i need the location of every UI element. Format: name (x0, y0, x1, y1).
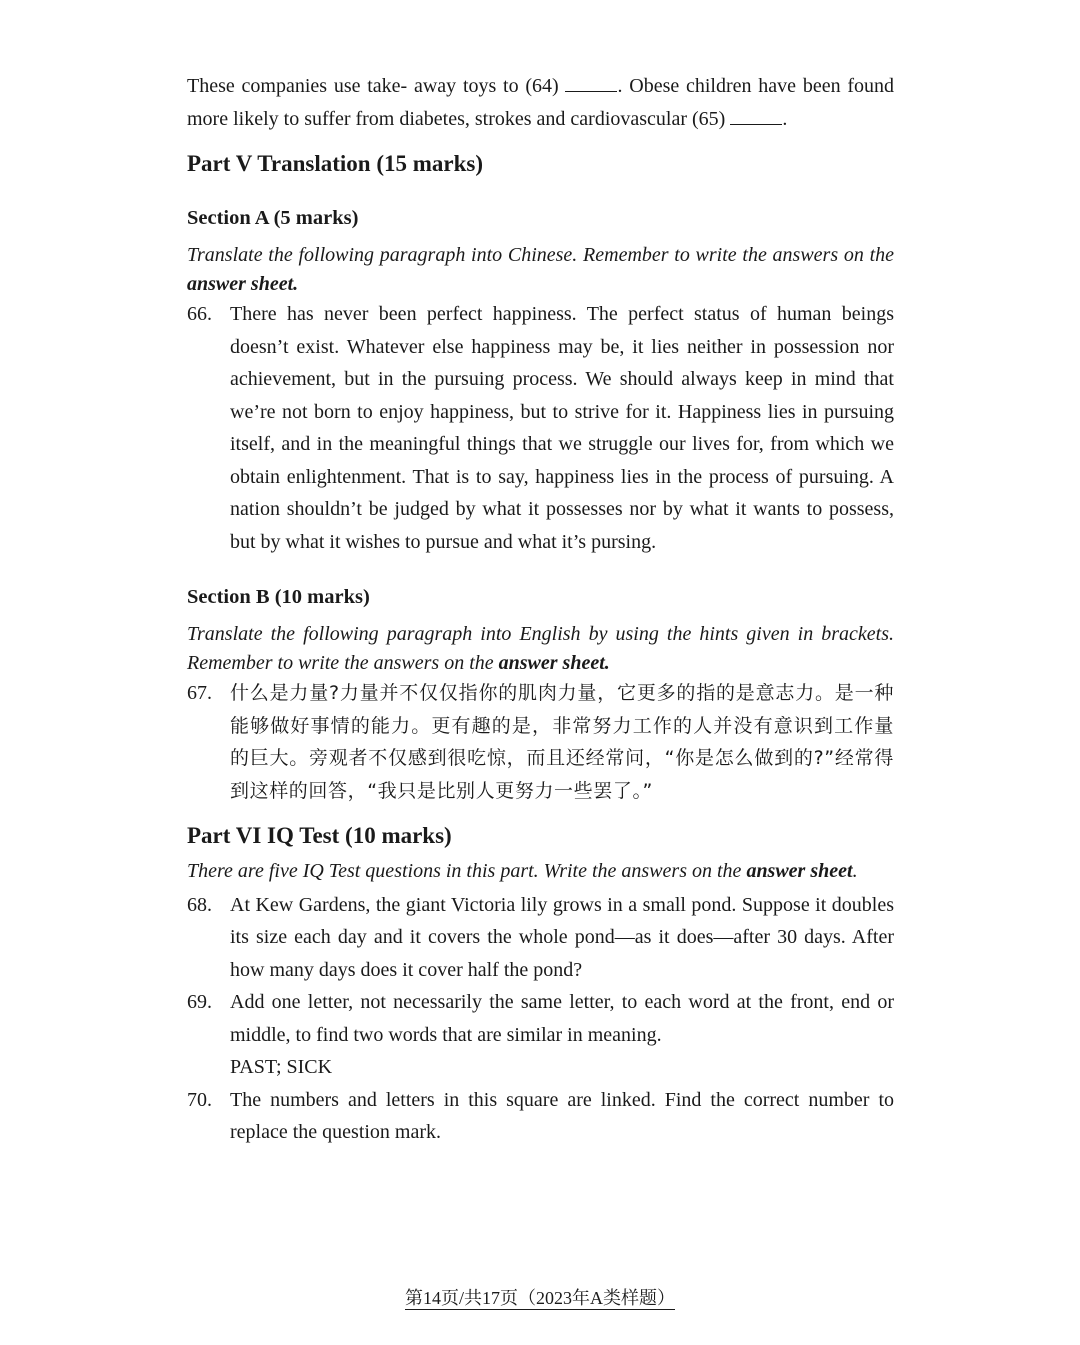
intro-paragraph (187, 70, 894, 135)
question-text: The numbers and letters in this square are linked. Find the correct number to replace the question mark. (230, 1088, 894, 1143)
question-text: There has never been perfect happiness. The perfect status of human beings doesn’t exist. Whatever else happiness may be, it lies neither in possession nor achievement, but in the pursuing process. We should always keep in mind that we’re not born to enjoy happiness, but to strive for it. Happiness lies in pursuing itself, and in the meaningful things that we struggle our lives for, from which we obtain enlightenment. That is to say, happiness lies in the process of pursuing. A nation shouldn’t be judged by what it possesses nor by what it wants to possess, but by what it wishes to pursue and what it’s pursing. (230, 303, 894, 553)
question-number: 68. (187, 893, 212, 916)
question-words: PAST; SICK (230, 1056, 333, 1078)
section-a-instructions: Translate the following paragraph into Chinese. Remember to write the answers on the answer sheet. (187, 244, 894, 295)
section-a-heading: Section A (5 marks) (187, 207, 359, 229)
intro-text-3: . (782, 107, 788, 130)
part-5-heading: Part V Translation (15 marks) (187, 151, 484, 176)
question-68 (187, 889, 894, 987)
answer-sheet-emphasis: answer sheet (746, 860, 853, 882)
section-b-instructions: Translate the following paragraph into English by using the hints given in brackets. Remember to write the answers on the answer sheet. (187, 623, 894, 674)
question-number: 70. (187, 1088, 212, 1111)
question-number: 69. (187, 991, 212, 1013)
question-67 (187, 677, 894, 807)
exam-page (187, 70, 894, 1149)
question-number: 66. (187, 303, 212, 325)
answer-blank-65 (730, 108, 782, 125)
section-b-heading: Section B (10 marks) (187, 586, 370, 608)
question-69 (187, 986, 894, 1084)
answer-sheet-emphasis: answer sheet. (498, 651, 610, 674)
intro-text-1: These companies use take- away toys to (64) (187, 75, 559, 97)
answer-sheet-emphasis: answer sheet. (187, 272, 299, 295)
question-text: Add one letter, not necessarily the same letter, to each word at the front, end or middle, to find two words that are similar in meaning. (230, 991, 894, 1046)
page-number: 第14页/共17页（2023年A类样题） (405, 1288, 675, 1308)
part-6-heading: Part VI IQ Test (10 marks) (187, 823, 452, 848)
question-text: 什么是力量?力量并不仅仅指你的肌肉力量，它更多的指的是意志力。是一种能够做好事情的能力。更有趣的是，非常努力工作的人并没有意识到工作量的巨大。旁观者不仅感到很吃惊，而且还经常问，“你是怎么做到的?”经常得到这样的回答，“我只是比别人更努力一些罢了。” (230, 682, 894, 802)
part-6-instructions: There are five IQ Test questions in this part. Write the answers on the answer sheet. (187, 860, 858, 882)
question-70 (187, 1084, 894, 1149)
question-66 (187, 298, 894, 558)
question-text: At Kew Gardens, the giant Victoria lily grows in a small pond. Suppose it doubles its size each day and it covers the whole pond—as it does—after 30 days. After how many days does it cover half the pond? (230, 893, 894, 981)
intro-text-2: . Obese children have been found more likely to suffer from diabetes, strokes and cardiovascular (65) (187, 75, 895, 130)
answer-blank-64 (565, 75, 617, 92)
page-footer (0, 1284, 1080, 1310)
question-number: 67. (187, 682, 212, 704)
